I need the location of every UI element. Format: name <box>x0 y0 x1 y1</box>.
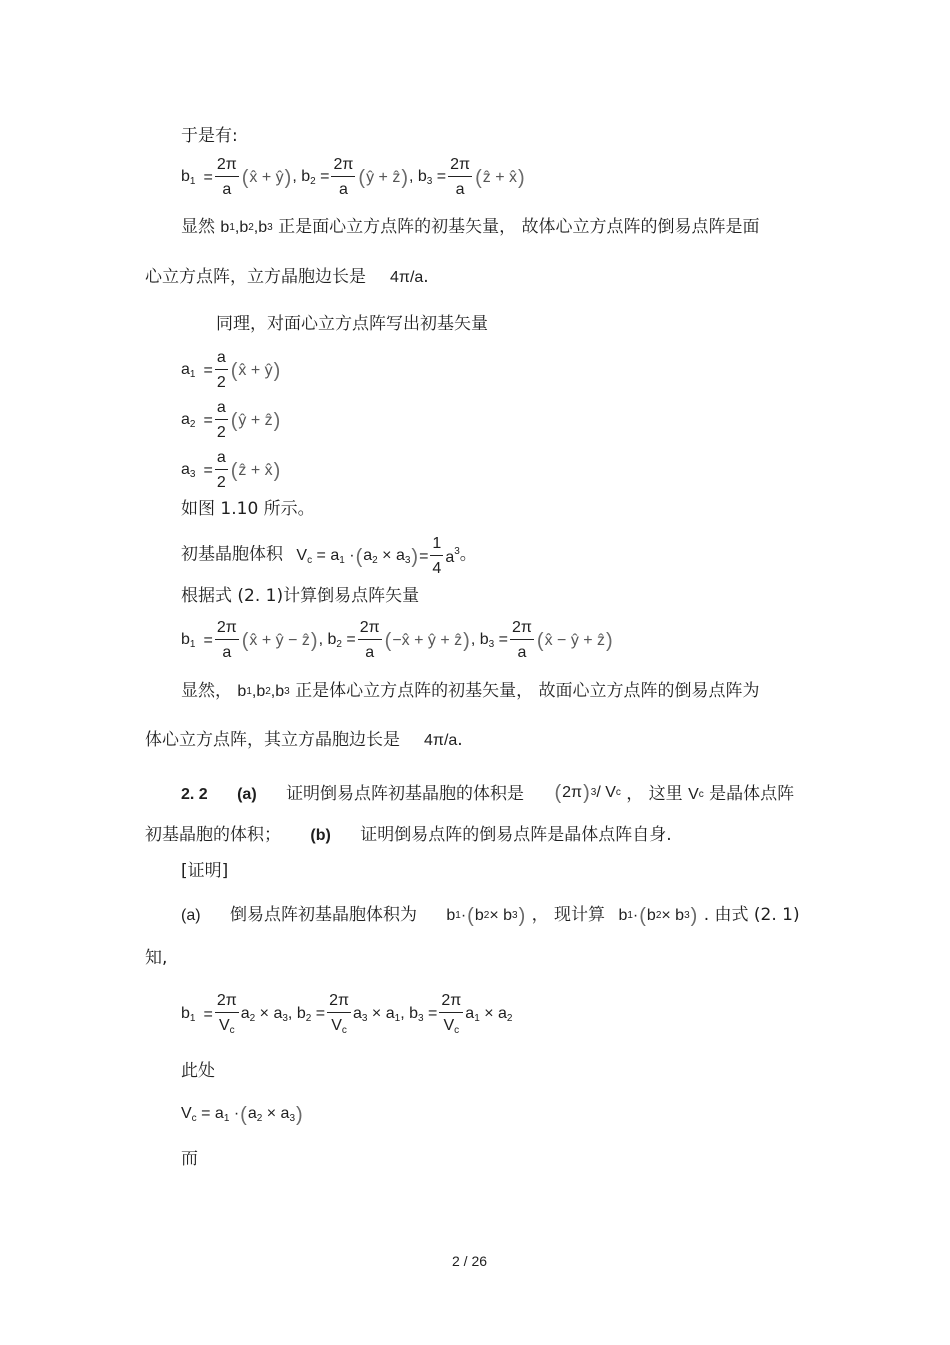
proof-label: [证明] <box>181 861 229 881</box>
text-line-13: 显然， b 1 ,b 2 ,b 3 正是体心立方点阵的初基矢量， 故面心立方点阵的倒易点阵为 <box>181 681 760 701</box>
text-line-23: 而 <box>181 1149 198 1169</box>
text-line-5: 同理，对面心立方点阵写出初基矢量 <box>216 314 488 334</box>
page-number: 2 / 26 <box>452 1253 488 1269</box>
text-line-4: 心立方点阵，立方晶胞边长是 4π/a. <box>145 267 429 287</box>
text-line-10: 初基晶胞体积 $V_c = a_1$ · ( $a_2 \times a_3$ ) = $\frac{1}{4}$ $a^3$ 。 <box>181 535 477 577</box>
text-line-3: 显然 b 1 ,b 2 ,b 3 正是面心立方点阵的初基矢量， 故体心立方点阵的倒易点阵是面 <box>181 217 760 237</box>
equation-vc: $V_c = a_1$ · ( $a_2 \times a_3$ ) <box>181 1104 303 1126</box>
equation-b-bcc: $b_1$ = $\frac{2\pi}{a}$ ( x̂ + ŷ ) , $b_2$ = $\frac{2\pi}{a}$ ( ŷ + ẑ ) , $b_3$ = $\frac{2\pi}{a}$ ( ẑ + x̂ ) <box>181 156 525 198</box>
text-line-1: 于是有: <box>181 126 238 146</box>
equation-a3: $a_3$ = $\frac{a}{2}$ ( ẑ + x̂ ) <box>181 449 281 491</box>
text-line-21: 此处 <box>181 1061 215 1081</box>
text-line-9: 如图 1.10 所示。 <box>181 499 315 519</box>
equation-a1: $a_1$ = $\frac{a}{2}$ ( x̂ + ŷ ) <box>181 349 281 391</box>
text-line-11: 根据式 (2. 1)计算倒易点阵矢量 <box>181 586 420 606</box>
problem-2-2-line: 2. 2 (a) 证明倒易点阵初基晶胞的体积是 ( 2π ) 3 / V c ， 这里 V c 是晶体点阵 <box>181 782 795 804</box>
text-line-19: 知, <box>145 948 168 968</box>
equation-b-fcc: $b_1$ = $\frac{2\pi}{a}$ ( x̂ + ŷ − ẑ ) , $b_2$ = $\frac{2\pi}{a}$ ( −x̂ + ŷ + ẑ ) , $b_3$ = $\frac{2\pi}{a}$ ( x̂ − ŷ + ẑ ) <box>181 619 613 661</box>
text-line-18: (a) 倒易点阵初基晶胞体积为 b 1 · ( b 2 × b 3 ) ， 现计算 b 1 · ( b 2 × b 3 ) . 由式 (2. 1) <box>181 905 800 927</box>
text-line-16: 初基晶胞的体积； (b) 证明倒易点阵的倒易点阵是晶体点阵自身. <box>145 825 672 845</box>
equation-a2: $a_2$ = $\frac{a}{2}$ ( ŷ + ẑ ) <box>181 399 281 441</box>
equation-b-from-a: $b_1$ = $\frac{2\pi}{V_c}$ $a_2 \times a_3$, $b_2$ = $\frac{2\pi}{V_c}$ $a_3 \times a_1$, $b_3$ = $\frac{2\pi}{V_c}$ $a_1 \times a_2$ <box>181 992 513 1036</box>
text-line-14: 体心立方点阵，其立方晶胞边长是 4π/a. <box>145 730 463 750</box>
